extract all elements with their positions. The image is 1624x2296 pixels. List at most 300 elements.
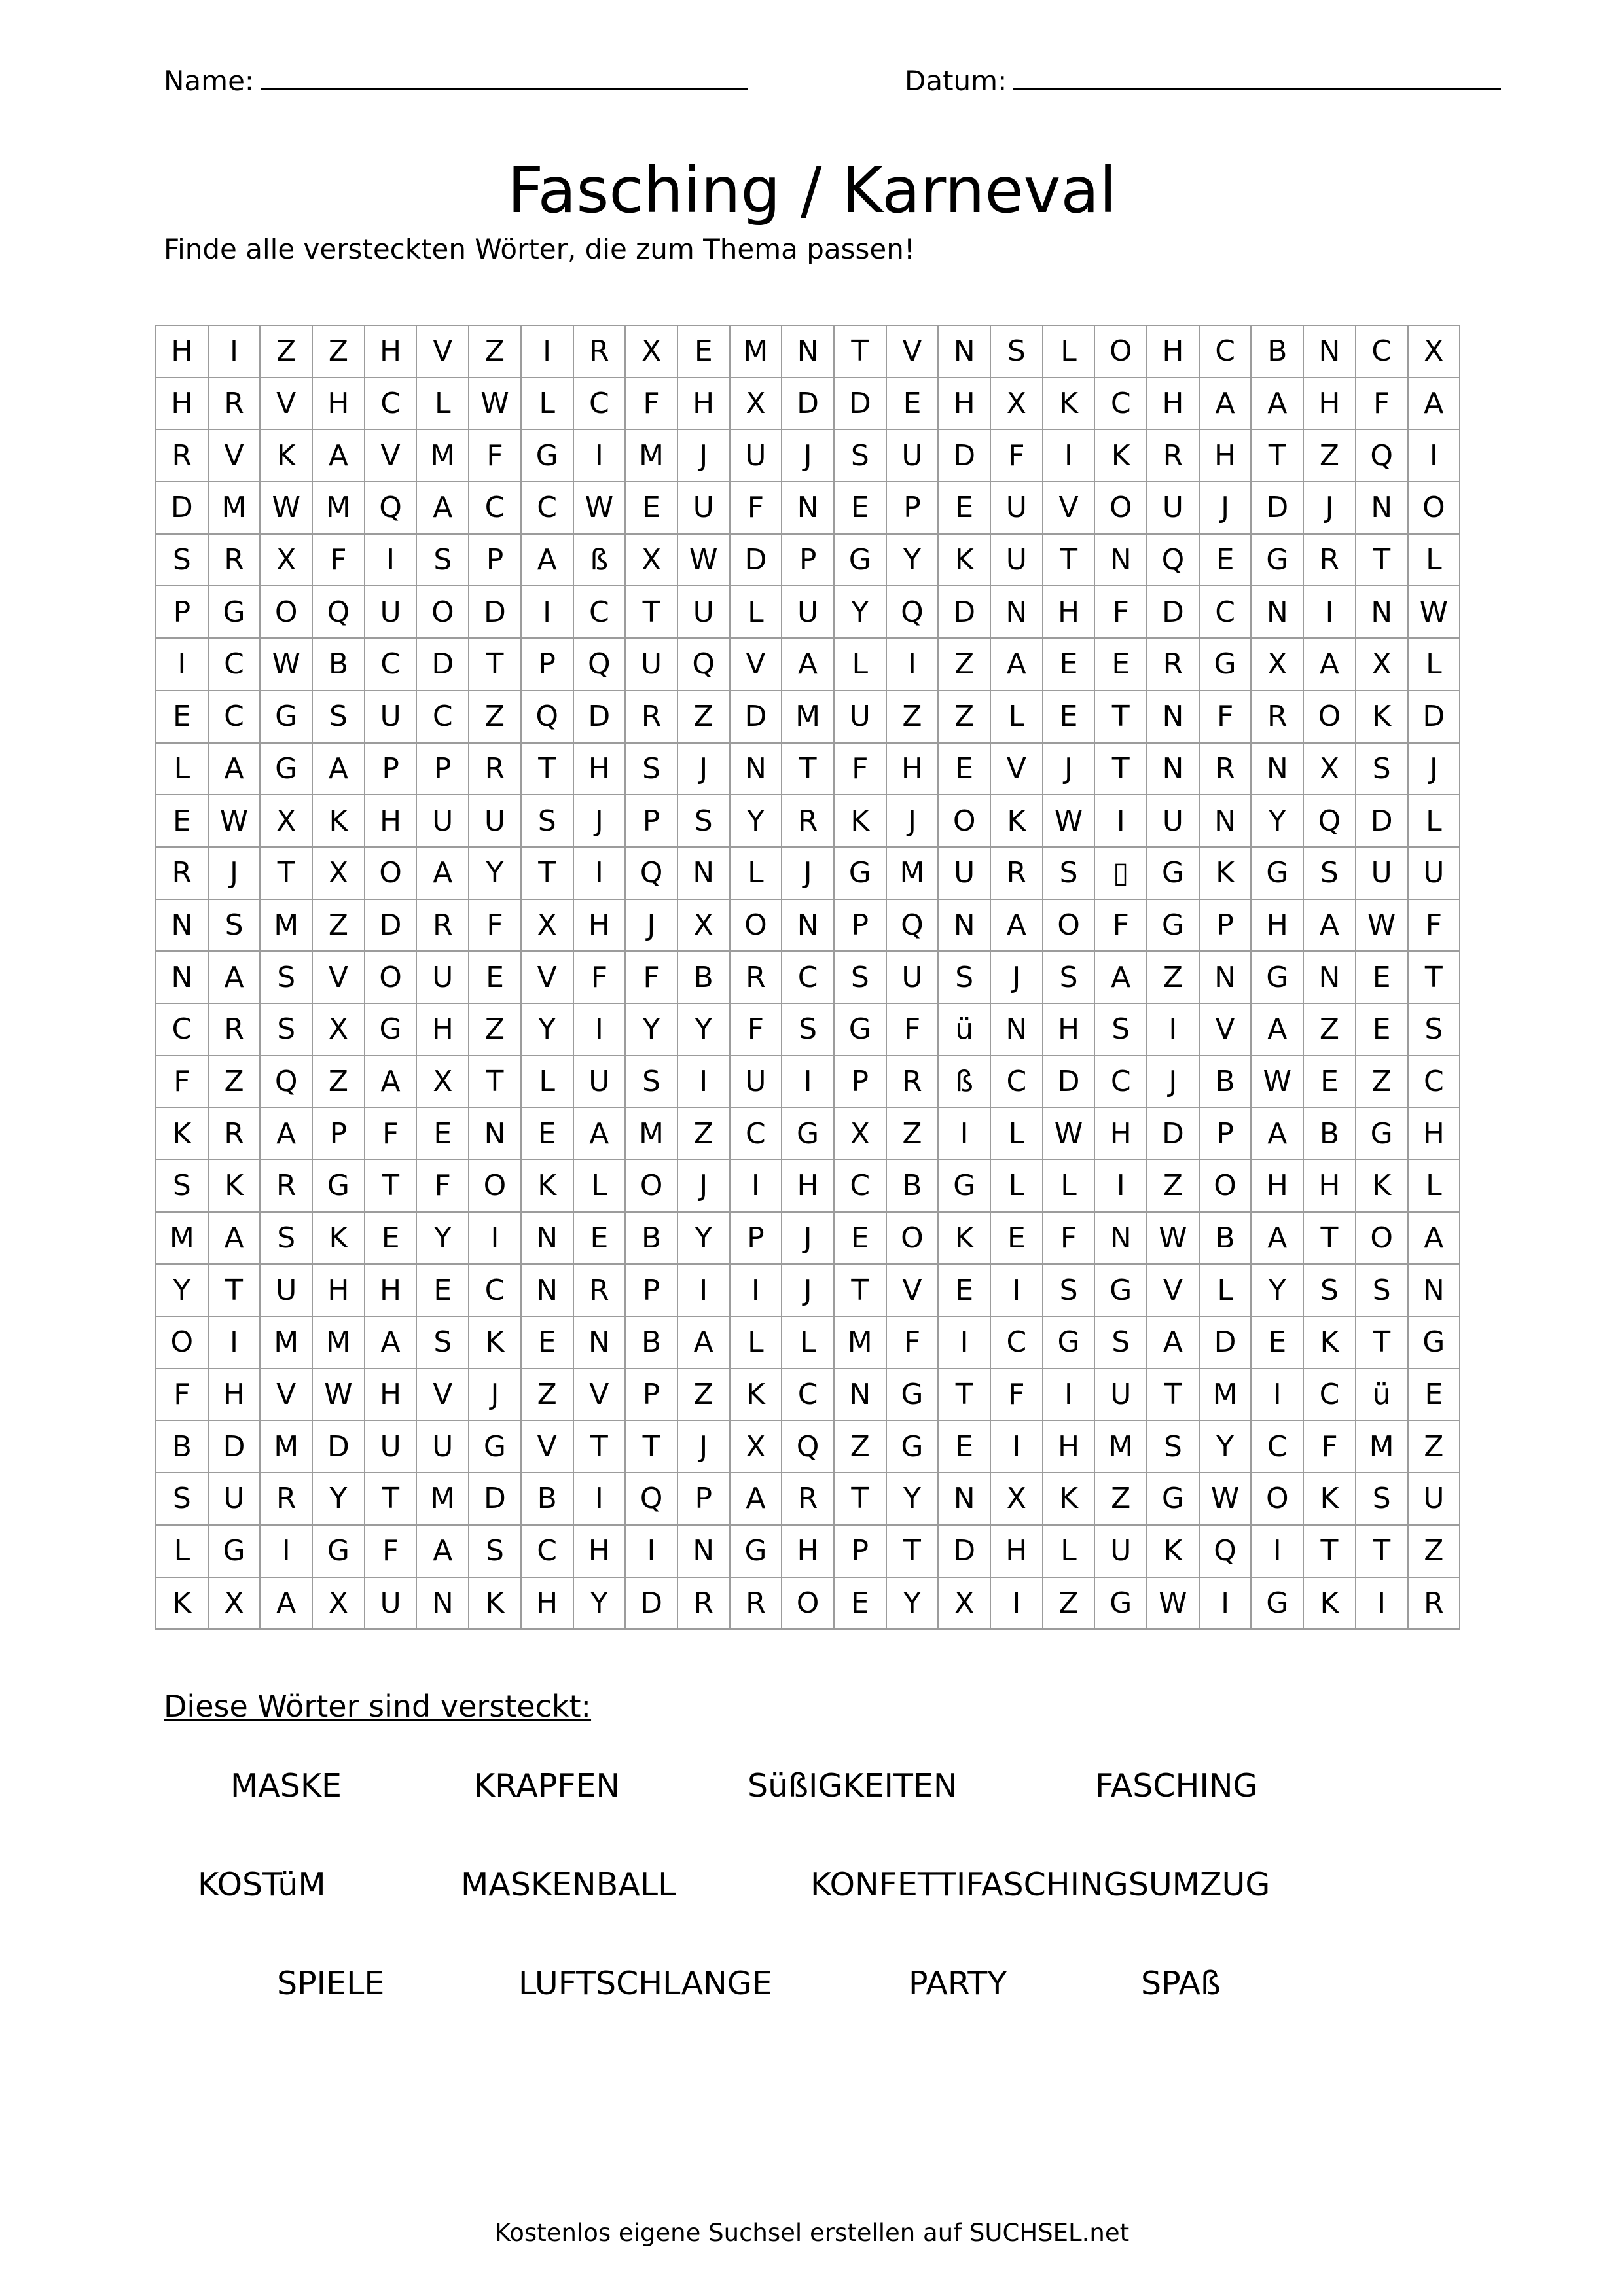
- grid-cell[interactable]: E: [938, 482, 990, 534]
- grid-cell[interactable]: N: [1251, 743, 1303, 795]
- grid-cell[interactable]: O: [365, 951, 417, 1003]
- grid-cell[interactable]: Z: [1303, 1003, 1356, 1056]
- grid-cell[interactable]: N: [990, 1003, 1043, 1056]
- grid-cell[interactable]: ß: [938, 1056, 990, 1108]
- grid-cell[interactable]: N: [990, 586, 1043, 638]
- grid-cell[interactable]: ß: [573, 534, 626, 586]
- grid-cell[interactable]: J: [677, 1160, 730, 1212]
- grid-cell[interactable]: I: [1094, 795, 1147, 847]
- grid-cell[interactable]: F: [469, 899, 521, 952]
- grid-cell[interactable]: Q: [1303, 795, 1356, 847]
- grid-cell[interactable]: G: [365, 1003, 417, 1056]
- grid-cell[interactable]: W: [573, 482, 626, 534]
- grid-cell[interactable]: G: [1408, 1316, 1460, 1369]
- grid-cell[interactable]: O: [886, 1212, 939, 1265]
- grid-cell[interactable]: H: [521, 1577, 573, 1630]
- grid-cell[interactable]: Z: [469, 325, 521, 378]
- grid-cell[interactable]: L: [156, 1525, 208, 1577]
- grid-cell[interactable]: T: [208, 1264, 261, 1316]
- grid-cell[interactable]: S: [260, 951, 312, 1003]
- grid-cell[interactable]: P: [1199, 899, 1252, 952]
- grid-cell[interactable]: I: [1043, 429, 1095, 482]
- grid-cell[interactable]: N: [1199, 795, 1252, 847]
- grid-cell[interactable]: N: [1408, 1264, 1460, 1316]
- grid-cell[interactable]: D: [730, 534, 782, 586]
- grid-cell[interactable]: E: [156, 691, 208, 743]
- grid-cell[interactable]: O: [938, 795, 990, 847]
- grid-cell[interactable]: V: [1199, 1003, 1252, 1056]
- grid-cell[interactable]: N: [521, 1212, 573, 1265]
- grid-cell[interactable]: E: [521, 1316, 573, 1369]
- grid-cell[interactable]: M: [312, 482, 365, 534]
- grid-cell[interactable]: Y: [1251, 795, 1303, 847]
- grid-cell[interactable]: E: [938, 743, 990, 795]
- grid-cell[interactable]: N: [1303, 325, 1356, 378]
- grid-cell[interactable]: A: [521, 534, 573, 586]
- grid-cell[interactable]: N: [782, 482, 834, 534]
- grid-cell[interactable]: Y: [312, 1473, 365, 1525]
- grid-cell[interactable]: B: [1251, 325, 1303, 378]
- grid-cell[interactable]: P: [625, 1369, 677, 1421]
- grid-cell[interactable]: N: [521, 1264, 573, 1316]
- grid-cell[interactable]: T: [1303, 1525, 1356, 1577]
- grid-cell[interactable]: I: [1094, 1160, 1147, 1212]
- grid-cell[interactable]: Z: [469, 691, 521, 743]
- grid-cell[interactable]: E: [1199, 534, 1252, 586]
- grid-cell[interactable]: Y: [834, 586, 886, 638]
- grid-cell[interactable]: Y: [677, 1212, 730, 1265]
- grid-cell[interactable]: Y: [1199, 1420, 1252, 1473]
- grid-cell[interactable]: T: [834, 325, 886, 378]
- grid-cell[interactable]: C: [365, 638, 417, 691]
- grid-cell[interactable]: F: [886, 1316, 939, 1369]
- grid-cell[interactable]: X: [1356, 638, 1408, 691]
- grid-cell[interactable]: P: [834, 1525, 886, 1577]
- grid-cell[interactable]: A: [365, 1316, 417, 1369]
- grid-cell[interactable]: D: [1043, 1056, 1095, 1108]
- grid-cell[interactable]: F: [1094, 899, 1147, 952]
- grid-cell[interactable]: C: [834, 1160, 886, 1212]
- grid-cell[interactable]: U: [677, 482, 730, 534]
- grid-cell[interactable]: J: [782, 1264, 834, 1316]
- grid-cell[interactable]: K: [156, 1107, 208, 1160]
- grid-cell[interactable]: M: [208, 482, 261, 534]
- grid-cell[interactable]: G: [1147, 899, 1199, 952]
- grid-cell[interactable]: V: [990, 743, 1043, 795]
- grid-cell[interactable]: O: [1094, 325, 1147, 378]
- grid-cell[interactable]: M: [312, 1316, 365, 1369]
- grid-cell[interactable]: Y: [156, 1264, 208, 1316]
- grid-cell[interactable]: F: [625, 951, 677, 1003]
- grid-cell[interactable]: H: [573, 899, 626, 952]
- grid-cell[interactable]: K: [1043, 1473, 1095, 1525]
- grid-cell[interactable]: A: [1199, 378, 1252, 430]
- grid-cell[interactable]: U: [782, 586, 834, 638]
- grid-cell[interactable]: F: [1303, 1420, 1356, 1473]
- grid-cell[interactable]: O: [1094, 482, 1147, 534]
- grid-cell[interactable]: C: [1094, 1056, 1147, 1108]
- grid-cell[interactable]: A: [1251, 1212, 1303, 1265]
- grid-cell[interactable]: P: [782, 534, 834, 586]
- grid-cell[interactable]: R: [1147, 429, 1199, 482]
- grid-cell[interactable]: H: [1408, 1107, 1460, 1160]
- grid-cell[interactable]: G: [1043, 1316, 1095, 1369]
- grid-cell[interactable]: J: [886, 795, 939, 847]
- grid-cell[interactable]: Y: [416, 1212, 469, 1265]
- grid-cell[interactable]: K: [156, 1577, 208, 1630]
- grid-cell[interactable]: J: [677, 1420, 730, 1473]
- grid-cell[interactable]: T: [469, 1056, 521, 1108]
- grid-cell[interactable]: X: [1408, 325, 1460, 378]
- grid-cell[interactable]: C: [1408, 1056, 1460, 1108]
- grid-cell[interactable]: G: [886, 1369, 939, 1421]
- grid-cell[interactable]: A: [1303, 899, 1356, 952]
- grid-cell[interactable]: X: [1303, 743, 1356, 795]
- grid-cell[interactable]: K: [469, 1577, 521, 1630]
- grid-cell[interactable]: K: [521, 1160, 573, 1212]
- grid-cell[interactable]: T: [469, 638, 521, 691]
- grid-cell[interactable]: W: [1199, 1473, 1252, 1525]
- grid-cell[interactable]: P: [834, 1056, 886, 1108]
- grid-cell[interactable]: L: [1043, 1160, 1095, 1212]
- grid-cell[interactable]: X: [1251, 638, 1303, 691]
- grid-cell[interactable]: F: [156, 1056, 208, 1108]
- grid-cell[interactable]: D: [1147, 1107, 1199, 1160]
- grid-cell[interactable]: R: [730, 1577, 782, 1630]
- grid-cell[interactable]: O: [1356, 1212, 1408, 1265]
- grid-cell[interactable]: G: [1199, 638, 1252, 691]
- grid-cell[interactable]: S: [156, 1160, 208, 1212]
- grid-cell[interactable]: S: [1094, 1003, 1147, 1056]
- grid-cell[interactable]: U: [1094, 1525, 1147, 1577]
- grid-cell[interactable]: I: [469, 1212, 521, 1265]
- grid-cell[interactable]: E: [1251, 1316, 1303, 1369]
- grid-cell[interactable]: G: [469, 1420, 521, 1473]
- grid-cell[interactable]: P: [625, 1264, 677, 1316]
- grid-cell[interactable]: X: [312, 1003, 365, 1056]
- grid-cell[interactable]: I: [521, 586, 573, 638]
- grid-cell[interactable]: N: [834, 1369, 886, 1421]
- grid-cell[interactable]: S: [1356, 1264, 1408, 1316]
- grid-cell[interactable]: Y: [886, 534, 939, 586]
- grid-cell[interactable]: W: [677, 534, 730, 586]
- grid-cell[interactable]: X: [677, 899, 730, 952]
- grid-cell[interactable]: I: [990, 1577, 1043, 1630]
- grid-cell[interactable]: I: [1251, 1525, 1303, 1577]
- grid-cell[interactable]: U: [416, 795, 469, 847]
- grid-cell[interactable]: L: [730, 586, 782, 638]
- grid-cell[interactable]: M: [1199, 1369, 1252, 1421]
- grid-cell[interactable]: A: [208, 951, 261, 1003]
- grid-cell[interactable]: R: [208, 534, 261, 586]
- grid-cell[interactable]: R: [677, 1577, 730, 1630]
- grid-cell[interactable]: T: [365, 1473, 417, 1525]
- grid-cell[interactable]: F: [990, 1369, 1043, 1421]
- grid-cell[interactable]: A: [1094, 951, 1147, 1003]
- grid-cell[interactable]: B: [1303, 1107, 1356, 1160]
- grid-cell[interactable]: E: [416, 1107, 469, 1160]
- grid-cell[interactable]: H: [156, 325, 208, 378]
- grid-cell[interactable]: P: [312, 1107, 365, 1160]
- grid-cell[interactable]: A: [416, 847, 469, 899]
- grid-cell[interactable]: H: [1043, 586, 1095, 638]
- grid-cell[interactable]: C: [208, 638, 261, 691]
- grid-cell[interactable]: A: [782, 638, 834, 691]
- grid-cell[interactable]: H: [1251, 1160, 1303, 1212]
- grid-cell[interactable]: P: [886, 482, 939, 534]
- grid-cell[interactable]: V: [312, 951, 365, 1003]
- grid-cell[interactable]: O: [782, 1577, 834, 1630]
- grid-cell[interactable]: H: [156, 378, 208, 430]
- grid-cell[interactable]: R: [1199, 743, 1252, 795]
- grid-cell[interactable]: L: [1199, 1264, 1252, 1316]
- grid-cell[interactable]: G: [834, 847, 886, 899]
- grid-cell[interactable]: X: [730, 378, 782, 430]
- grid-cell[interactable]: R: [1408, 1577, 1460, 1630]
- grid-cell[interactable]: E: [834, 1577, 886, 1630]
- grid-cell[interactable]: Z: [521, 1369, 573, 1421]
- grid-cell[interactable]: H: [938, 378, 990, 430]
- grid-cell[interactable]: R: [208, 378, 261, 430]
- grid-cell[interactable]: L: [834, 638, 886, 691]
- grid-cell[interactable]: Z: [1303, 429, 1356, 482]
- grid-cell[interactable]: C: [416, 691, 469, 743]
- grid-cell[interactable]: T: [834, 1473, 886, 1525]
- grid-cell[interactable]: V: [1147, 1264, 1199, 1316]
- grid-cell[interactable]: A: [208, 743, 261, 795]
- grid-cell[interactable]: F: [416, 1160, 469, 1212]
- grid-cell[interactable]: J: [469, 1369, 521, 1421]
- grid-cell[interactable]: U: [469, 795, 521, 847]
- grid-cell[interactable]: U: [573, 1056, 626, 1108]
- grid-cell[interactable]: S: [469, 1525, 521, 1577]
- grid-cell[interactable]: D: [469, 586, 521, 638]
- grid-cell[interactable]: X: [625, 534, 677, 586]
- grid-cell[interactable]: B: [1199, 1056, 1252, 1108]
- grid-cell[interactable]: W: [1043, 1107, 1095, 1160]
- grid-cell[interactable]: S: [938, 951, 990, 1003]
- grid-cell[interactable]: V: [573, 1369, 626, 1421]
- grid-cell[interactable]: ü: [1356, 1369, 1408, 1421]
- grid-cell[interactable]: J: [990, 951, 1043, 1003]
- grid-cell[interactable]: R: [1147, 638, 1199, 691]
- grid-cell[interactable]: A: [990, 638, 1043, 691]
- grid-cell[interactable]: A: [730, 1473, 782, 1525]
- grid-cell[interactable]: G: [260, 691, 312, 743]
- grid-cell[interactable]: D: [208, 1420, 261, 1473]
- grid-cell[interactable]: I: [573, 847, 626, 899]
- grid-cell[interactable]: Q: [886, 586, 939, 638]
- date-line[interactable]: [1013, 62, 1501, 90]
- grid-cell[interactable]: Z: [1408, 1420, 1460, 1473]
- grid-cell[interactable]: C: [1199, 586, 1252, 638]
- grid-cell[interactable]: F: [1043, 1212, 1095, 1265]
- grid-cell[interactable]: L: [1043, 325, 1095, 378]
- grid-cell[interactable]: H: [1147, 378, 1199, 430]
- grid-cell[interactable]: W: [208, 795, 261, 847]
- grid-cell[interactable]: J: [782, 1212, 834, 1265]
- grid-cell[interactable]: T: [1251, 429, 1303, 482]
- grid-cell[interactable]: M: [260, 899, 312, 952]
- grid-cell[interactable]: R: [416, 899, 469, 952]
- grid-cell[interactable]: L: [990, 1107, 1043, 1160]
- grid-cell[interactable]: O: [1303, 691, 1356, 743]
- grid-cell[interactable]: H: [208, 1369, 261, 1421]
- grid-cell[interactable]: V: [1043, 482, 1095, 534]
- grid-cell[interactable]: S: [677, 795, 730, 847]
- grid-cell[interactable]: U: [1147, 482, 1199, 534]
- grid-cell[interactable]: P: [156, 586, 208, 638]
- grid-cell[interactable]: I: [625, 1525, 677, 1577]
- grid-cell[interactable]: S: [1043, 1264, 1095, 1316]
- grid-cell[interactable]: A: [312, 429, 365, 482]
- grid-cell[interactable]: N: [730, 743, 782, 795]
- grid-cell[interactable]: J: [1408, 743, 1460, 795]
- grid-cell[interactable]: E: [990, 1212, 1043, 1265]
- grid-cell[interactable]: H: [1043, 1003, 1095, 1056]
- grid-cell[interactable]: Z: [1356, 1056, 1408, 1108]
- grid-cell[interactable]: F: [156, 1369, 208, 1421]
- grid-cell[interactable]: F: [1094, 586, 1147, 638]
- grid-cell[interactable]: G: [782, 1107, 834, 1160]
- grid-cell[interactable]: G: [260, 743, 312, 795]
- grid-cell[interactable]: X: [625, 325, 677, 378]
- grid-cell[interactable]: I: [1303, 586, 1356, 638]
- grid-cell[interactable]: Z: [886, 691, 939, 743]
- grid-cell[interactable]: L: [1408, 638, 1460, 691]
- grid-cell[interactable]: C: [365, 378, 417, 430]
- grid-cell[interactable]: A: [416, 1525, 469, 1577]
- grid-cell[interactable]: U: [730, 1056, 782, 1108]
- grid-cell[interactable]: C: [782, 951, 834, 1003]
- grid-cell[interactable]: I: [260, 1525, 312, 1577]
- grid-cell[interactable]: N: [1356, 482, 1408, 534]
- grid-cell[interactable]: E: [365, 1212, 417, 1265]
- grid-cell[interactable]: A: [1408, 1212, 1460, 1265]
- grid-cell[interactable]: F: [1199, 691, 1252, 743]
- grid-cell[interactable]: S: [260, 1003, 312, 1056]
- grid-cell[interactable]: N: [1147, 691, 1199, 743]
- grid-cell[interactable]: U: [416, 1420, 469, 1473]
- grid-cell[interactable]: Z: [260, 325, 312, 378]
- grid-cell[interactable]: E: [521, 1107, 573, 1160]
- grid-cell[interactable]: A: [1251, 1107, 1303, 1160]
- grid-cell[interactable]: E: [1356, 951, 1408, 1003]
- grid-cell[interactable]: Q: [312, 586, 365, 638]
- grid-cell[interactable]: A: [416, 482, 469, 534]
- grid-cell[interactable]: I: [1043, 1369, 1095, 1421]
- grid-cell[interactable]: C: [1303, 1369, 1356, 1421]
- grid-cell[interactable]: I: [938, 1107, 990, 1160]
- grid-cell[interactable]: Z: [1043, 1577, 1095, 1630]
- grid-cell[interactable]: H: [990, 1525, 1043, 1577]
- grid-cell[interactable]: H: [573, 743, 626, 795]
- grid-cell[interactable]: J: [1147, 1056, 1199, 1108]
- grid-cell[interactable]: D: [156, 482, 208, 534]
- grid-cell[interactable]: C: [1094, 378, 1147, 430]
- grid-cell[interactable]: ü: [938, 1003, 990, 1056]
- grid-cell[interactable]: Z: [1147, 951, 1199, 1003]
- grid-cell[interactable]: H: [1094, 1107, 1147, 1160]
- grid-cell[interactable]: W: [1147, 1577, 1199, 1630]
- grid-cell[interactable]: N: [1251, 586, 1303, 638]
- grid-cell[interactable]: N: [1303, 951, 1356, 1003]
- grid-cell[interactable]: H: [573, 1525, 626, 1577]
- grid-cell[interactable]: D: [365, 899, 417, 952]
- grid-cell[interactable]: C: [521, 1525, 573, 1577]
- grid-cell[interactable]: U: [365, 586, 417, 638]
- grid-cell[interactable]: B: [625, 1316, 677, 1369]
- grid-cell[interactable]: D: [1199, 1316, 1252, 1369]
- grid-cell[interactable]: T: [1356, 1525, 1408, 1577]
- grid-cell[interactable]: S: [208, 899, 261, 952]
- grid-cell[interactable]: J: [625, 899, 677, 952]
- grid-cell[interactable]: E: [1356, 1003, 1408, 1056]
- grid-cell[interactable]: ▯: [1094, 847, 1147, 899]
- grid-cell[interactable]: O: [469, 1160, 521, 1212]
- grid-cell[interactable]: I: [782, 1056, 834, 1108]
- grid-cell[interactable]: E: [886, 378, 939, 430]
- grid-cell[interactable]: Q: [782, 1420, 834, 1473]
- grid-cell[interactable]: K: [730, 1369, 782, 1421]
- grid-cell[interactable]: S: [156, 1473, 208, 1525]
- grid-cell[interactable]: Q: [573, 638, 626, 691]
- grid-cell[interactable]: O: [365, 847, 417, 899]
- grid-cell[interactable]: P: [416, 743, 469, 795]
- grid-cell[interactable]: G: [1251, 1577, 1303, 1630]
- grid-cell[interactable]: X: [260, 534, 312, 586]
- grid-cell[interactable]: Z: [886, 1107, 939, 1160]
- grid-cell[interactable]: I: [677, 1264, 730, 1316]
- grid-cell[interactable]: A: [1251, 378, 1303, 430]
- grid-cell[interactable]: U: [990, 482, 1043, 534]
- grid-cell[interactable]: U: [677, 586, 730, 638]
- grid-cell[interactable]: J: [677, 429, 730, 482]
- grid-cell[interactable]: Y: [886, 1577, 939, 1630]
- grid-cell[interactable]: R: [573, 1264, 626, 1316]
- grid-cell[interactable]: G: [886, 1420, 939, 1473]
- grid-cell[interactable]: D: [1408, 691, 1460, 743]
- grid-cell[interactable]: T: [1147, 1369, 1199, 1421]
- grid-cell[interactable]: N: [938, 899, 990, 952]
- grid-cell[interactable]: V: [416, 325, 469, 378]
- grid-cell[interactable]: B: [156, 1420, 208, 1473]
- grid-cell[interactable]: T: [625, 1420, 677, 1473]
- grid-cell[interactable]: G: [938, 1160, 990, 1212]
- grid-cell[interactable]: T: [365, 1160, 417, 1212]
- grid-cell[interactable]: E: [416, 1264, 469, 1316]
- grid-cell[interactable]: G: [834, 1003, 886, 1056]
- grid-cell[interactable]: P: [469, 534, 521, 586]
- grid-cell[interactable]: U: [886, 429, 939, 482]
- grid-cell[interactable]: H: [782, 1160, 834, 1212]
- grid-cell[interactable]: F: [886, 1003, 939, 1056]
- grid-cell[interactable]: I: [156, 638, 208, 691]
- grid-cell[interactable]: R: [469, 743, 521, 795]
- grid-cell[interactable]: Z: [312, 899, 365, 952]
- grid-cell[interactable]: T: [1043, 534, 1095, 586]
- grid-cell[interactable]: F: [312, 534, 365, 586]
- grid-cell[interactable]: T: [1356, 1316, 1408, 1369]
- grid-cell[interactable]: N: [1356, 586, 1408, 638]
- grid-cell[interactable]: X: [416, 1056, 469, 1108]
- grid-cell[interactable]: R: [1251, 691, 1303, 743]
- grid-cell[interactable]: Z: [208, 1056, 261, 1108]
- grid-cell[interactable]: H: [1303, 1160, 1356, 1212]
- grid-cell[interactable]: F: [730, 1003, 782, 1056]
- grid-cell[interactable]: I: [677, 1056, 730, 1108]
- grid-cell[interactable]: E: [834, 1212, 886, 1265]
